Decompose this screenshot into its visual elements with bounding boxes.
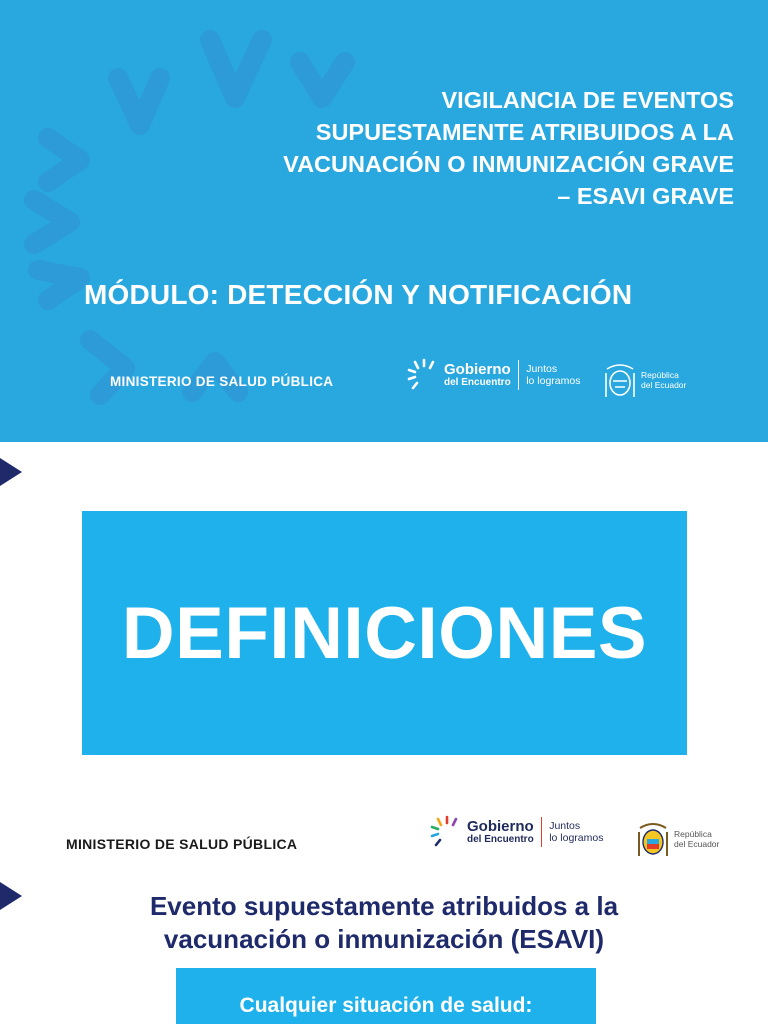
starburst-icon — [407, 357, 441, 393]
module-title: MÓDULO: DETECCIÓN Y NOTIFICACIÓN — [84, 279, 633, 310]
definitions-heading: DEFINICIONES — [121, 592, 648, 674]
slogan-line: Juntos — [549, 819, 581, 832]
gobierno-name — [467, 819, 534, 845]
ministry-label: MINISTERIO DE SALUD PÚBLICA — [66, 836, 298, 852]
slogan-line: lo logramos — [526, 375, 581, 387]
republica-text — [674, 830, 719, 850]
republica-line: República — [641, 370, 679, 381]
republica-line: del Ecuador — [641, 380, 687, 390]
republica-line: del Ecuador — [674, 839, 720, 849]
gobierno-name-sub: del Encuentro — [467, 834, 534, 845]
esavi-title — [0, 890, 768, 956]
chevron-right-icon — [0, 452, 24, 492]
republica-logo — [603, 361, 686, 401]
gobierno-slogan — [549, 820, 603, 844]
gobierno-logo — [430, 814, 603, 850]
definitions-banner — [82, 511, 687, 755]
gobierno-name-main: Gobierno — [444, 361, 511, 378]
gobierno-logo — [407, 357, 580, 393]
gobierno-slogan — [526, 363, 580, 387]
republica-line: República — [674, 829, 712, 840]
cover-title-line: SUPUESTAMENTE ATRIBUIDOS A LA — [315, 119, 734, 145]
slogan-line: lo logramos — [549, 832, 604, 844]
coat-of-arms-icon — [603, 361, 637, 401]
cover-title-line: – ESAVI GRAVE — [557, 183, 734, 209]
ministry-label: MINISTERIO DE SALUD PÚBLICA — [110, 374, 334, 389]
republica-text — [641, 371, 686, 391]
gobierno-name-sub: del Encuentro — [444, 377, 511, 388]
coat-of-arms-icon — [636, 820, 670, 860]
gobierno-name-main: Gobierno — [467, 818, 534, 835]
gobierno-name — [444, 362, 511, 388]
definition-box — [176, 968, 596, 1024]
logo-divider — [541, 817, 543, 847]
republica-logo — [636, 820, 719, 860]
esavi-title-line: Evento supuestamente atribuidos a la — [149, 891, 619, 921]
cover-title-line: VIGILANCIA DE EVENTOS — [441, 87, 734, 113]
esavi-title-line: vacunación o inmunización (ESAVI) — [163, 924, 605, 954]
slide-cover — [0, 0, 768, 442]
slogan-line: Juntos — [526, 362, 558, 375]
starburst-icon — [430, 814, 464, 850]
definition-box-text: Cualquier situación de salud: — [239, 994, 533, 1017]
cover-title — [174, 84, 734, 212]
cover-title-line: VACUNACIÓN O INMUNIZACIÓN GRAVE — [283, 151, 734, 177]
logo-divider — [518, 360, 520, 390]
